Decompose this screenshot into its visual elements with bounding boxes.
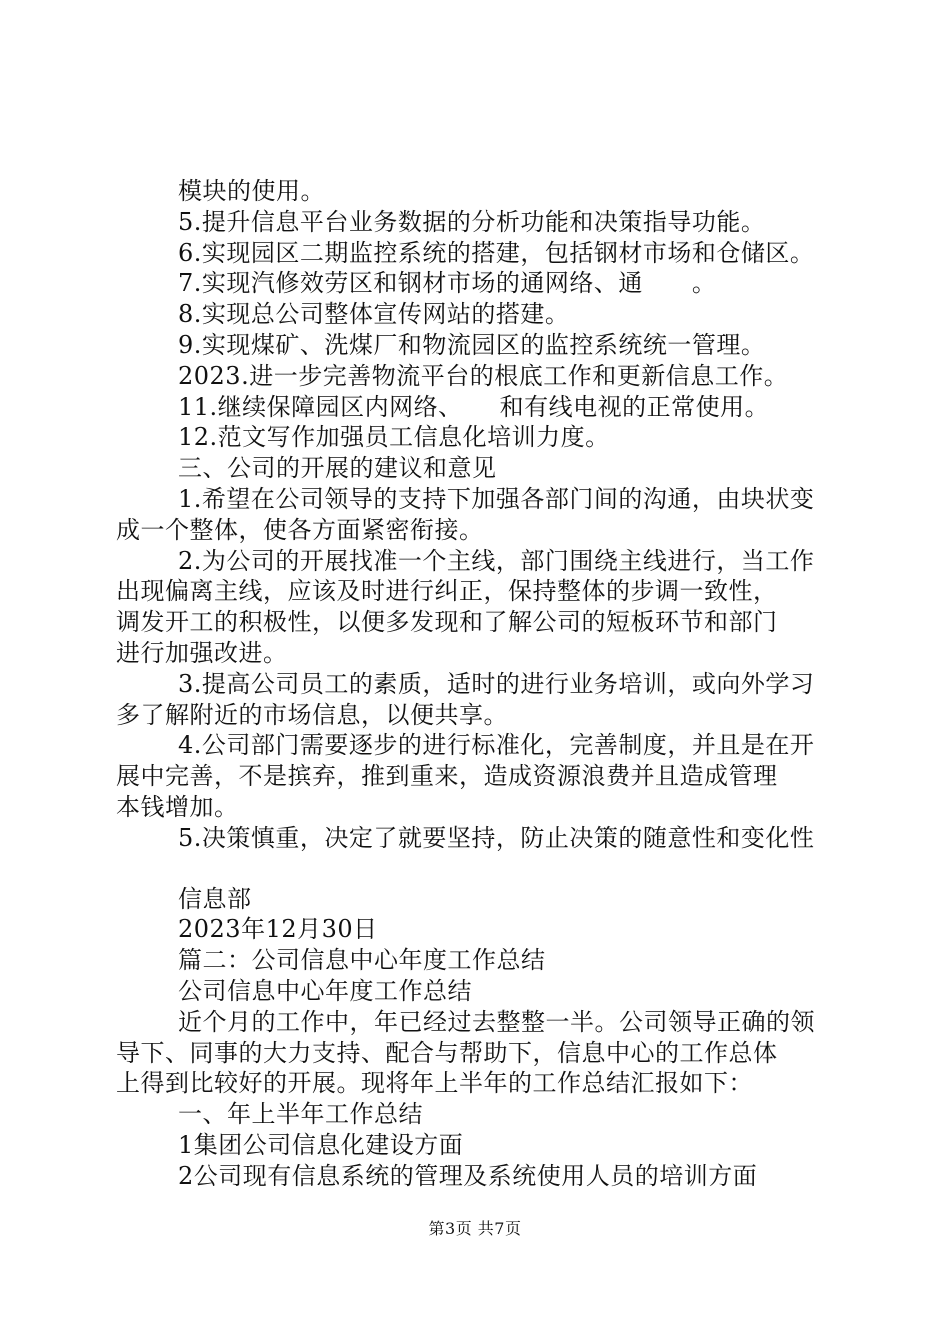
plan-item: 7.实现汽修效劳区和钢材市场的通网络、通 。 [178, 269, 717, 298]
plan-item: 11.继续保障园区内网络、 和有线电视的正常使用。 [178, 392, 770, 421]
plan-item: 8.实现总公司整体宣传网站的搭建。 [178, 300, 570, 329]
paragraph-line: 成一个整体，使各方面紧密衔接。 [116, 515, 484, 544]
blank-line [116, 854, 836, 884]
paragraph-line: 5.决策慎重，决定了就要坚持，防止决策的随意性和变化性 [178, 823, 815, 852]
plan-item: 6.实现园区二期监控系统的搭建，包括钢材市场和仓储区。 [178, 238, 815, 267]
suggestion-list [116, 484, 836, 854]
plan-item: 2023.进一步完善物流平台的根底工作和更新信息工作。 [178, 361, 789, 390]
paragraph-line: 多了解附近的市场信息，以便共享。 [116, 700, 508, 729]
paragraph-line: 4.公司部门需要逐步的进行标准化，完善制度，并且是在开 [178, 731, 815, 760]
paragraph-line: 进行加强改进。 [116, 638, 288, 667]
document-title: 公司信息中心年度工作总结 [178, 976, 472, 1005]
section-heading: 一、年上半年工作总结 [178, 1100, 423, 1129]
suggestion-paragraph [116, 823, 836, 854]
signature-block [116, 884, 836, 946]
intro-paragraph [116, 1007, 836, 1099]
paragraph-line: 1.希望在公司领导的支持下加强各部门间的沟通，由块状变 [178, 484, 815, 513]
paragraph-line: 近个月的工作中，年已经过去整整一半。公司领导正确的领 [178, 1007, 815, 1036]
paragraph-line: 展中完善，不是摈弃，推到重来，造成资源浪费并且造成管理 [116, 762, 778, 791]
part-two [116, 945, 836, 1191]
plan-item: 9.实现煤矿、洗煤厂和物流园区的监控系统统一管理。 [178, 330, 766, 359]
paragraph-line: 3.提高公司员工的素质，适时的进行业务培训，或向外学习 [178, 669, 815, 698]
paragraph-line: 出现偏离主线，应该及时进行纠正，保持整体的步调一致性， [116, 577, 778, 606]
suggestion-paragraph [116, 484, 836, 546]
page-number-footer: 第3页 共7页 [428, 1219, 522, 1238]
paragraph-line: 调发开工的积极性，以便多发现和了解公司的短板环节和部门 [116, 608, 778, 637]
paragraph-line: 本钱增加。 [116, 792, 239, 821]
summary-item: 2公司现有信息系统的管理及系统使用人员的培训方面 [178, 1161, 758, 1190]
part-heading: 篇二：公司信息中心年度工作总结 [178, 946, 546, 975]
signature-date: 2023年12月30日 [178, 915, 378, 944]
plan-item: 模块的使用。 [178, 177, 325, 205]
plan-item: 5.提升信息平台业务数据的分析功能和决策指导功能。 [178, 207, 766, 236]
paragraph-line: 导下、同事的大力支持、配合与帮助下，信息中心的工作总体 [116, 1038, 778, 1067]
summary-item: 1集团公司信息化建设方面 [178, 1130, 464, 1159]
document-body [116, 176, 836, 1192]
paragraph-line: 上得到比较好的开展。现将年上半年的工作总结汇报如下： [116, 1069, 753, 1098]
plan-item: 12.范文写作加强员工信息化培训力度。 [178, 423, 610, 452]
suggestion-paragraph [116, 546, 836, 669]
suggestion-paragraph [116, 730, 836, 822]
plan-list [116, 176, 836, 484]
section-heading: 三、公司的开展的建议和意见 [178, 454, 497, 483]
department-name: 信息部 [178, 884, 252, 913]
paragraph-line: 2.为公司的开展找准一个主线，部门围绕主线进行，当工作 [178, 546, 815, 575]
suggestion-paragraph [116, 669, 836, 731]
